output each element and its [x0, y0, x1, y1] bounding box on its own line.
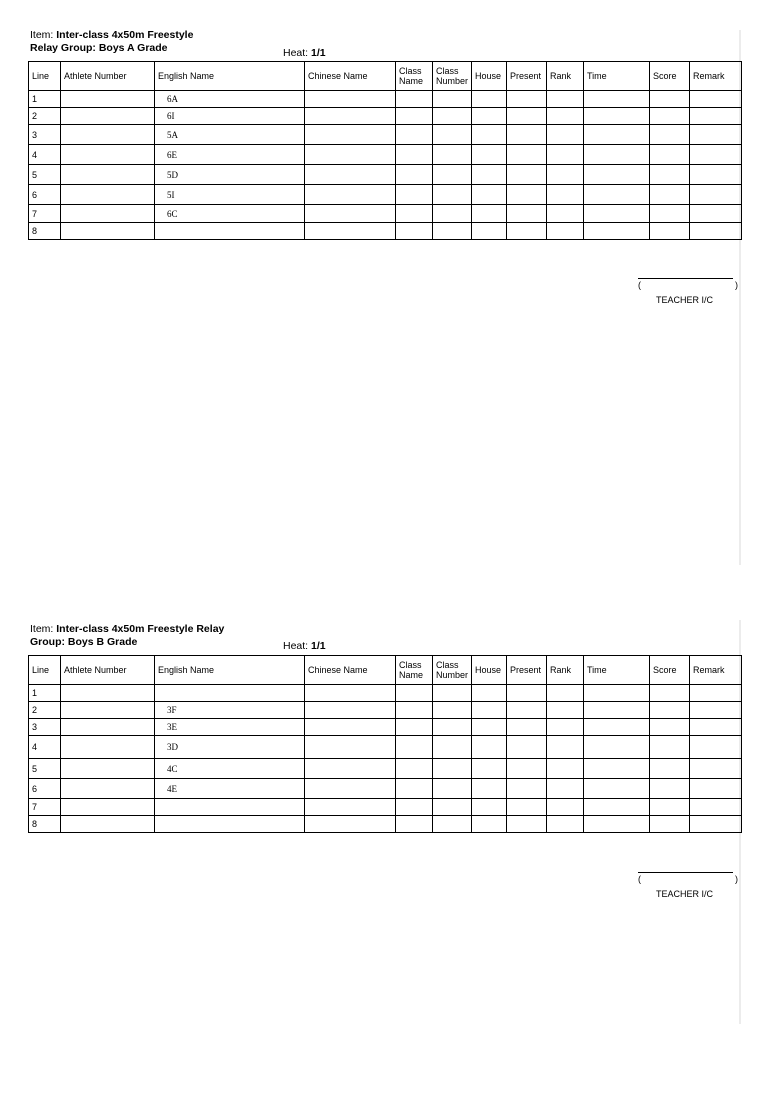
chinese-name-cell: [305, 165, 396, 185]
present-cell: [507, 108, 547, 125]
col-time: Time: [584, 656, 650, 685]
class-number-cell: [433, 702, 472, 719]
class-number-cell: [433, 685, 472, 702]
house-cell: [472, 185, 507, 205]
class-name-cell: [396, 125, 433, 145]
signature-close-paren: ): [735, 874, 738, 884]
chinese-name-cell: [305, 91, 396, 108]
score-cell: [650, 799, 690, 816]
remark-cell: [690, 91, 742, 108]
col-house: House: [472, 62, 507, 91]
house-cell: [472, 165, 507, 185]
col-class-name: Class Name: [396, 656, 433, 685]
score-cell: [650, 125, 690, 145]
remark-cell: [690, 779, 742, 799]
house-cell: [472, 816, 507, 833]
chinese-name-cell: [305, 205, 396, 223]
house-cell: [472, 91, 507, 108]
class-name-cell: [396, 759, 433, 779]
time-cell: [584, 719, 650, 736]
rank-cell: [547, 702, 584, 719]
table-row: [29, 108, 742, 125]
athlete-number-cell: [61, 125, 155, 145]
time-cell: [584, 779, 650, 799]
present-cell: [507, 145, 547, 165]
rank-cell: [547, 719, 584, 736]
line-cell: 2: [29, 108, 61, 125]
table-row: [29, 185, 742, 205]
score-cell: [650, 736, 690, 759]
class-name-cell: [396, 702, 433, 719]
time-cell: [584, 759, 650, 779]
table-row: [29, 685, 742, 702]
time-cell: [584, 165, 650, 185]
class-name-cell: [396, 185, 433, 205]
athlete-number-cell: [61, 779, 155, 799]
group-value: Group: Boys B Grade: [30, 636, 138, 648]
heat-value: 1/1: [311, 640, 326, 652]
rank-cell: [547, 125, 584, 145]
table-row: [29, 779, 742, 799]
class-number-cell: [433, 205, 472, 223]
remark-cell: [690, 165, 742, 185]
class-number-cell: [433, 816, 472, 833]
col-score: Score: [650, 656, 690, 685]
score-cell: [650, 223, 690, 240]
present-cell: [507, 779, 547, 799]
class-number-cell: [433, 125, 472, 145]
item-heading: [30, 29, 193, 42]
athlete-number-cell: [61, 108, 155, 125]
item-value: Inter-class 4x50m Freestyle Relay: [56, 623, 225, 635]
rank-cell: [547, 108, 584, 125]
english-name-cell: 3E: [155, 719, 305, 736]
table-row: [29, 223, 742, 240]
table-row: [29, 205, 742, 223]
group-heading: [30, 636, 137, 649]
english-name-cell: [155, 685, 305, 702]
present-cell: [507, 816, 547, 833]
present-cell: [507, 702, 547, 719]
present-cell: [507, 185, 547, 205]
class-name-cell: [396, 816, 433, 833]
class-number-cell: [433, 736, 472, 759]
score-cell: [650, 816, 690, 833]
line-cell: 6: [29, 779, 61, 799]
line-cell: 1: [29, 685, 61, 702]
chinese-name-cell: [305, 759, 396, 779]
col-class-name: Class Name: [396, 62, 433, 91]
table-row: [29, 759, 742, 779]
col-score: Score: [650, 62, 690, 91]
table-row: [29, 125, 742, 145]
chinese-name-cell: [305, 108, 396, 125]
athlete-number-cell: [61, 719, 155, 736]
present-cell: [507, 736, 547, 759]
chinese-name-cell: [305, 736, 396, 759]
line-cell: 3: [29, 719, 61, 736]
athlete-number-cell: [61, 736, 155, 759]
score-cell: [650, 185, 690, 205]
score-cell: [650, 779, 690, 799]
time-cell: [584, 185, 650, 205]
house-cell: [472, 799, 507, 816]
house-cell: [472, 145, 507, 165]
teacher-label: TEACHER I/C: [656, 889, 714, 899]
time-cell: [584, 816, 650, 833]
remark-cell: [690, 223, 742, 240]
class-name-cell: [396, 799, 433, 816]
score-cell: [650, 145, 690, 165]
time-cell: [584, 205, 650, 223]
rank-cell: [547, 223, 584, 240]
class-name-cell: [396, 91, 433, 108]
rank-cell: [547, 736, 584, 759]
class-name-cell: [396, 165, 433, 185]
time-cell: [584, 799, 650, 816]
rank-cell: [547, 759, 584, 779]
class-number-cell: [433, 165, 472, 185]
line-cell: 5: [29, 165, 61, 185]
time-cell: [584, 736, 650, 759]
line-cell: 8: [29, 223, 61, 240]
time-cell: [584, 125, 650, 145]
present-cell: [507, 165, 547, 185]
heat-label: Heat:: [283, 640, 309, 652]
house-cell: [472, 223, 507, 240]
col-chinese-name: Chinese Name: [305, 62, 396, 91]
house-cell: [472, 108, 507, 125]
chinese-name-cell: [305, 719, 396, 736]
line-cell: 1: [29, 91, 61, 108]
english-name-cell: 5I: [155, 185, 305, 205]
present-cell: [507, 205, 547, 223]
time-cell: [584, 223, 650, 240]
class-number-cell: [433, 108, 472, 125]
results-table: [28, 61, 742, 240]
house-cell: [472, 205, 507, 223]
class-name-cell: [396, 736, 433, 759]
present-cell: [507, 685, 547, 702]
group-value: Relay Group: Boys A Grade: [30, 42, 168, 54]
chinese-name-cell: [305, 125, 396, 145]
table-row: [29, 799, 742, 816]
time-cell: [584, 702, 650, 719]
class-number-cell: [433, 223, 472, 240]
remark-cell: [690, 799, 742, 816]
remark-cell: [690, 108, 742, 125]
present-cell: [507, 125, 547, 145]
english-name-cell: 3F: [155, 702, 305, 719]
col-line: Line: [29, 656, 61, 685]
score-cell: [650, 165, 690, 185]
table-row: [29, 165, 742, 185]
chinese-name-cell: [305, 702, 396, 719]
athlete-number-cell: [61, 223, 155, 240]
table-row: [29, 91, 742, 108]
rank-cell: [547, 816, 584, 833]
class-number-cell: [433, 759, 472, 779]
english-name-cell: 3D: [155, 736, 305, 759]
athlete-number-cell: [61, 816, 155, 833]
class-number-cell: [433, 719, 472, 736]
rank-cell: [547, 799, 584, 816]
remark-cell: [690, 145, 742, 165]
chinese-name-cell: [305, 185, 396, 205]
house-cell: [472, 759, 507, 779]
present-cell: [507, 91, 547, 108]
remark-cell: [690, 736, 742, 759]
col-remark: Remark: [690, 656, 742, 685]
col-english-name: English Name: [155, 656, 305, 685]
athlete-number-cell: [61, 205, 155, 223]
house-cell: [472, 779, 507, 799]
table-row: [29, 145, 742, 165]
heat-heading: [283, 640, 326, 653]
english-name-cell: 5A: [155, 125, 305, 145]
score-cell: [650, 205, 690, 223]
line-cell: 7: [29, 205, 61, 223]
class-name-cell: [396, 108, 433, 125]
english-name-cell: 6E: [155, 145, 305, 165]
house-cell: [472, 736, 507, 759]
english-name-cell: [155, 816, 305, 833]
remark-cell: [690, 719, 742, 736]
header-row: [29, 656, 742, 685]
line-cell: 2: [29, 702, 61, 719]
athlete-number-cell: [61, 165, 155, 185]
time-cell: [584, 685, 650, 702]
present-cell: [507, 223, 547, 240]
group-heading: [30, 42, 168, 55]
house-cell: [472, 702, 507, 719]
teacher-label: TEACHER I/C: [656, 295, 714, 305]
present-cell: [507, 759, 547, 779]
class-name-cell: [396, 223, 433, 240]
english-name-cell: 6I: [155, 108, 305, 125]
line-cell: 7: [29, 799, 61, 816]
english-name-cell: 4E: [155, 779, 305, 799]
time-cell: [584, 145, 650, 165]
class-number-cell: [433, 145, 472, 165]
class-name-cell: [396, 205, 433, 223]
col-english-name: English Name: [155, 62, 305, 91]
rank-cell: [547, 145, 584, 165]
table-row: [29, 736, 742, 759]
chinese-name-cell: [305, 223, 396, 240]
score-cell: [650, 719, 690, 736]
house-cell: [472, 125, 507, 145]
line-cell: 6: [29, 185, 61, 205]
chinese-name-cell: [305, 685, 396, 702]
rank-cell: [547, 779, 584, 799]
chinese-name-cell: [305, 816, 396, 833]
house-cell: [472, 719, 507, 736]
time-cell: [584, 91, 650, 108]
athlete-number-cell: [61, 759, 155, 779]
remark-cell: [690, 816, 742, 833]
present-cell: [507, 719, 547, 736]
header-row: [29, 62, 742, 91]
remark-cell: [690, 125, 742, 145]
class-number-cell: [433, 799, 472, 816]
chinese-name-cell: [305, 779, 396, 799]
present-cell: [507, 799, 547, 816]
english-name-cell: [155, 799, 305, 816]
item-heading: [30, 623, 224, 636]
table-row: [29, 719, 742, 736]
heat-heading: [283, 47, 326, 60]
col-class-number: Class Number: [433, 656, 472, 685]
english-name-cell: 5D: [155, 165, 305, 185]
class-name-cell: [396, 719, 433, 736]
table-row: [29, 702, 742, 719]
line-cell: 8: [29, 816, 61, 833]
col-line: Line: [29, 62, 61, 91]
col-remark: Remark: [690, 62, 742, 91]
english-name-cell: 6C: [155, 205, 305, 223]
col-athlete-number: Athlete Number: [61, 656, 155, 685]
col-time: Time: [584, 62, 650, 91]
athlete-number-cell: [61, 145, 155, 165]
signature-close-paren: ): [735, 280, 738, 290]
col-class-number: Class Number: [433, 62, 472, 91]
col-chinese-name: Chinese Name: [305, 656, 396, 685]
item-label: Item:: [30, 623, 54, 635]
athlete-number-cell: [61, 799, 155, 816]
col-present: Present: [507, 62, 547, 91]
col-house: House: [472, 656, 507, 685]
athlete-number-cell: [61, 685, 155, 702]
line-cell: 5: [29, 759, 61, 779]
class-name-cell: [396, 779, 433, 799]
result-sheet-boys-b: [0, 594, 768, 1106]
rank-cell: [547, 165, 584, 185]
athlete-number-cell: [61, 702, 155, 719]
col-rank: Rank: [547, 62, 584, 91]
english-name-cell: [155, 223, 305, 240]
score-cell: [650, 91, 690, 108]
remark-cell: [690, 685, 742, 702]
remark-cell: [690, 205, 742, 223]
heat-label: Heat:: [283, 47, 309, 59]
score-cell: [650, 759, 690, 779]
score-cell: [650, 685, 690, 702]
item-label: Item:: [30, 29, 54, 41]
english-name-cell: 6A: [155, 91, 305, 108]
class-number-cell: [433, 91, 472, 108]
results-table: [28, 655, 742, 833]
line-cell: 4: [29, 145, 61, 165]
remark-cell: [690, 185, 742, 205]
chinese-name-cell: [305, 145, 396, 165]
english-name-cell: 4C: [155, 759, 305, 779]
rank-cell: [547, 185, 584, 205]
line-cell: 3: [29, 125, 61, 145]
result-sheet-boys-a: [0, 0, 768, 512]
class-name-cell: [396, 685, 433, 702]
chinese-name-cell: [305, 799, 396, 816]
score-cell: [650, 108, 690, 125]
signature-line: [638, 278, 733, 279]
remark-cell: [690, 759, 742, 779]
heat-value: 1/1: [311, 47, 326, 59]
athlete-number-cell: [61, 185, 155, 205]
class-number-cell: [433, 779, 472, 799]
rank-cell: [547, 91, 584, 108]
signature-line: [638, 872, 733, 873]
line-cell: 4: [29, 736, 61, 759]
score-cell: [650, 702, 690, 719]
class-name-cell: [396, 145, 433, 165]
class-number-cell: [433, 185, 472, 205]
rank-cell: [547, 205, 584, 223]
house-cell: [472, 685, 507, 702]
time-cell: [584, 108, 650, 125]
col-rank: Rank: [547, 656, 584, 685]
rank-cell: [547, 685, 584, 702]
athlete-number-cell: [61, 91, 155, 108]
remark-cell: [690, 702, 742, 719]
col-present: Present: [507, 656, 547, 685]
table-row: [29, 816, 742, 833]
item-value: Inter-class 4x50m Freestyle: [56, 29, 194, 41]
col-athlete-number: Athlete Number: [61, 62, 155, 91]
signature-open-paren: (: [638, 874, 641, 884]
signature-open-paren: (: [638, 280, 641, 290]
